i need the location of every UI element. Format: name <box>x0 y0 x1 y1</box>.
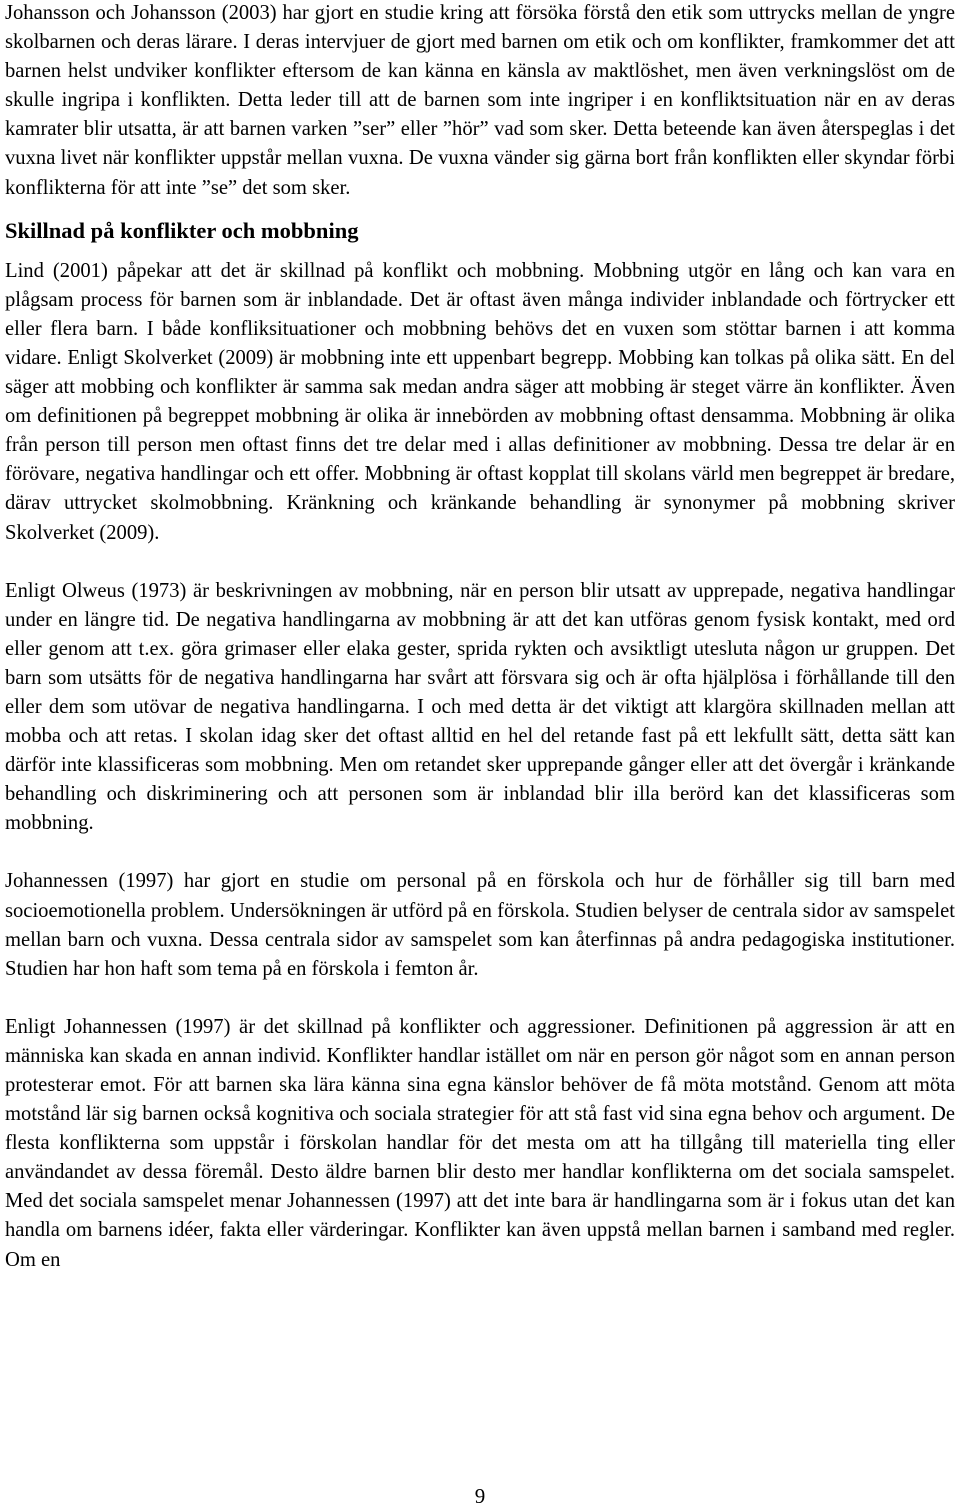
section-heading: Skillnad på konflikter och mobbning <box>5 217 359 243</box>
paragraph-johannessen-study: Johannessen (1997) har gjort en studie om personal på en förskola och hur de förhåller sig till barn med socioemotionella problem. Undersökningen är utförd på en förskola. Studien belyser de centrala sidor av samspelet mellan barn och vuxna. Dessa centrala sidor av samspelet som kan återfinnas på andra pedagogiska institutioner. Studien har hon haft som tema på en förskola i femton år. <box>5 870 955 980</box>
document-page <box>5 0 955 1275</box>
paragraph-johannessen-conflicts: Enligt Johannessen (1997) är det skillnad på konflikter och aggressioner. Definitionen på aggression är att en människa kan skada en annan individ. Konflikter handlar istället om när en person gör något som en annan person protesterar emot. För att barnen ska lära känna sina egna känslor behöver de få möta motstånd. Genom att möta motstånd lär sig barnen också kognitiva och sociala strategier för att stå fast vid sina egna behov och argument. De flesta konflikterna som uppstår i förskolan handlar för det mesta om att ha tillgång till materiella ting eller användandet av dessa föremål. Desto äldre barnen blir desto mer handlar konflikterna om det sociala samspelet. Med det sociala samspelet menar Johannessen (1997) att det inte bara är handlingarna som är i fokus utan det kan handla om barnens idéer, fakta eller värderingar. Konflikter kan även uppstå mellan barnen i samband med regler. Om en <box>5 1015 955 1271</box>
page-number: 9 <box>474 1484 486 1508</box>
paragraph-olweus: Enligt Olweus (1973) är beskrivningen av mobbning, när en person blir utsatt av upprepade, negativa handlingar under en längre tid. De negativa handlingarna av mobbning är att det kan utföras genom fysisk kontakt, med ord eller genom att t.ex. göra grimaser eller elaka gester, sprida rykten och avsiktligt utesluta någon ur gruppen. Det barn som utsätts för de negativa handlingarna har svårt att försvara sig och är ofta hjälplösa i förhållande till den eller dem som utövar de negativa handlingarna. I och med detta är det viktigt att klargöra skillnaden mellan att mobba och att retas. I skolan idag sker det oftast alltid en hel del retande fast på ett lekfullt sätt, detta sätt kan därför inte klassificeras som mobbning. Men om retandet sker upprepande gånger eller att det övergår i kränkande behandling och diskriminering och att personen som är inblandad blir illa berörd kan det klassificeras som mobbning. <box>5 579 955 835</box>
paragraph-lind: Lind (2001) påpekar att det är skillnad på konflikt och mobbning. Mobbning utgör en lång och kan vara en plågsam process för barnen som är inblandade. Det är oftast även många individer inblandade och förtrycker ett eller flera barn. I både konfliksituationer och mobbning behövs det en vuxen som stöttar barnen i att komma vidare. Enligt Skolverket (2009) är mobbning inte ett uppenbart begrepp. Mobbing kan tolkas på olika sätt. En del säger att mobbing och konflikter är samma sak medan andra säger att mobbing är steget värre än konflikter. Även om definitionen på begreppet mobbning är olika är innebörden av mobbning oftast densamma. Mobbning är olika från person till person men oftast finns det tre delar med i allas definitioner av mobbning. Dessa tre delar är en förövare, negativa handlingar och ett offer. Mobbning är oftast kopplat till skolans värld men begreppet är bredare, därav uttrycket skolmobbning. Kränkning och kränkande behandling är synonymer på mobbning skriver Skolverket (2009). <box>5 259 955 544</box>
intro-paragraph: Johansson och Johansson (2003) har gjort en studie kring att försöka förstå den etik som uttrycks mellan de yngre skolbarnen och deras lärare. I deras intervjuer de gjort med barnen om etik och om konflikter, framkommer det att barnen helst undviker konflikter eftersom de kan känna en känsla av maktlöshet, men även verkningslöst om de skulle ingripa i konflikten. Detta leder till att de barnen som inte ingriper i en konfliktsituation när en av deras kamrater blir utsatta, är att barnen varken ”ser” eller ”hör” vad som sker. Detta beteende kan även återspeglas i det vuxna livet när konflikter uppstår mellan vuxna. De vuxna vänder sig gärna bort från konflikten eller skyndar förbi konflikterna för att inte ”se” det som sker. <box>5 2 955 199</box>
